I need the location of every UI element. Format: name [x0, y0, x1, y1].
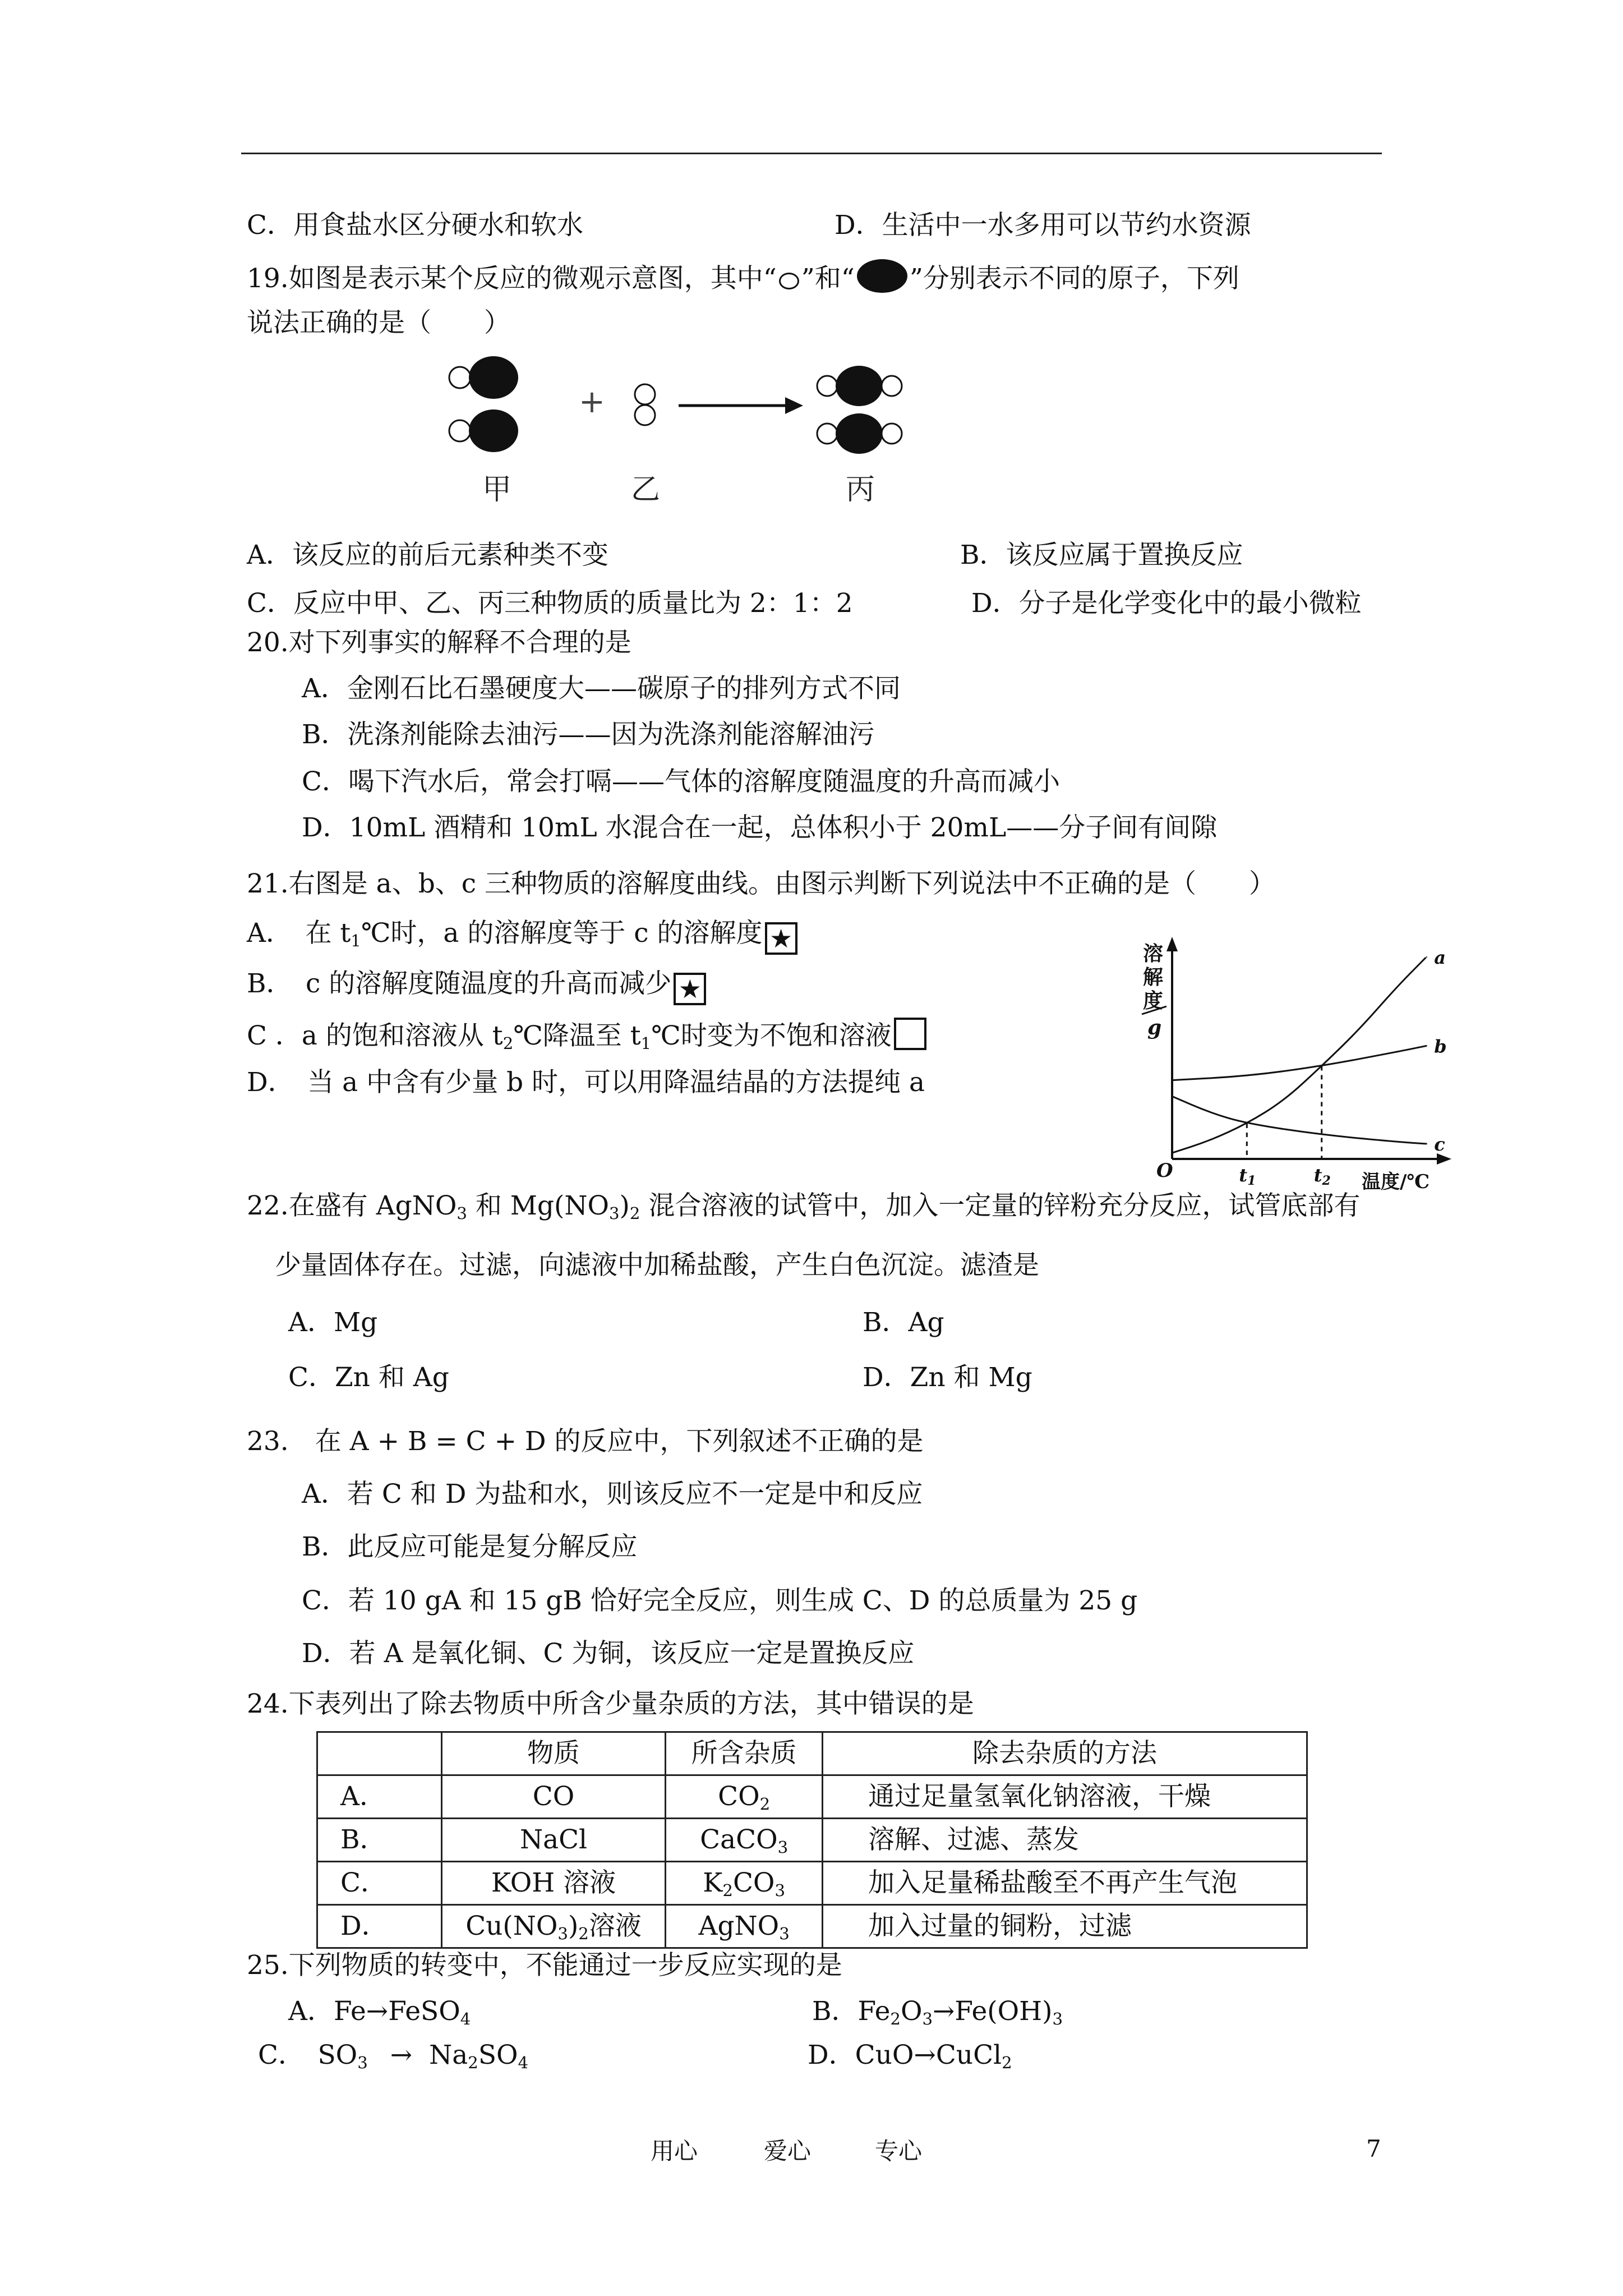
q25-option-d: D．CuO→CuCl$_2$: [808, 2040, 1012, 2073]
answer-box-b: ★: [674, 973, 706, 1005]
q25-option-c: C． $SO_3 \to Na_2SO_4$: [258, 2040, 529, 2073]
series-label-a: a: [1434, 947, 1446, 968]
white-atom-icon: [779, 273, 799, 289]
impurity-cell: AgNO$_3$: [666, 1905, 823, 1948]
q22-stem-line2: 少量固体存在。过滤，向滤液中加稀盐酸，产生白色沉淀。滤渣是: [275, 1250, 1039, 1281]
q23-option-d: D．若 A 是氧化铜、C 为铜，该反应一定是置换反应: [302, 1638, 915, 1669]
row-label: D．: [317, 1905, 442, 1948]
table-header-row: [317, 1732, 1307, 1775]
molecule-jia-1: [449, 356, 518, 399]
method-cell: 溶解、过滤、蒸发: [823, 1819, 1307, 1862]
molecule-jia-2: [449, 409, 518, 452]
q19-option-c: C．反应中甲、乙、丙三种物质的质量比为 2：1：2: [247, 588, 853, 619]
table-header-cell: 除去杂质的方法: [823, 1732, 1307, 1775]
label-jia: 甲: [482, 473, 512, 507]
series-line-c: [1172, 1096, 1426, 1144]
q21-option-d: D． 当 a 中含有少量 b 时，可以用降温结晶的方法提纯 a: [247, 1067, 925, 1098]
q21-option-a: A． 在 $t_1℃$时，a 的溶解度等于 c 的溶解度 ★: [247, 918, 797, 955]
tick-label-t2: t2: [1313, 1165, 1331, 1188]
q20-option-d: D．10mL 酒精和 10mL 水混合在一起，总体积小于 20mL——分子间有间隙: [302, 812, 1218, 843]
q18-option-c: C．用食盐水区分硬水和软水: [247, 210, 583, 241]
ylabel-char-1: 溶: [1143, 942, 1164, 965]
q21-option-b: B． c 的溶解度随温度的升高而减少 ★: [247, 968, 706, 1005]
series-label-b: b: [1434, 1036, 1447, 1057]
q24-stem: 24.下表列出了除去物质中所含少量杂质的方法，其中错误的是: [247, 1688, 974, 1719]
page-number: 7: [1366, 2135, 1381, 2162]
table-row: [317, 1775, 1307, 1819]
series-label-c: c: [1434, 1134, 1445, 1155]
q22-option-b: B．Ag: [863, 1307, 944, 1338]
series-line-a: [1172, 957, 1426, 1153]
q25-option-b: B．$Fe_2O_3\to Fe(OH)_3$: [812, 1996, 1063, 2029]
impurity-cell: CaCO$_3$: [666, 1819, 823, 1862]
q22-option-a: A．Mg: [288, 1307, 378, 1338]
y-axis-arrow: [1166, 937, 1178, 951]
q20-option-b: B．洗涤剂能除去油污——因为洗涤剂能溶解油污: [302, 719, 875, 750]
q23-option-a: A．若 C 和 D 为盐和水，则该反应不一定是中和反应: [302, 1479, 923, 1510]
plus-sign: +: [579, 384, 605, 420]
impurity-table: [316, 1731, 1308, 1949]
origin-label: O: [1156, 1159, 1173, 1182]
ylabel-char-2: 解: [1143, 965, 1164, 989]
q21-option-c: C ．a 的饱和溶液从 $t_2℃$降温至 $t_1℃$时变为不饱和溶液: [247, 1018, 926, 1052]
y-axis-label: [1142, 942, 1166, 1039]
series-line-b: [1172, 1046, 1426, 1080]
row-label: A．: [317, 1775, 442, 1819]
q21-stem: 21.右图是 a、b、c 三种物质的溶解度曲线。由图示判断下列说法中不正确的是（ ）: [247, 868, 1276, 899]
label-yi: 乙: [631, 473, 661, 507]
table-header-cell: [317, 1732, 442, 1775]
row-label: B．: [317, 1819, 442, 1862]
table-header-cell: 所含杂质: [666, 1732, 823, 1775]
table-row: [317, 1905, 1307, 1948]
substance-cell: CO: [441, 1775, 666, 1819]
x-axis-label: 温度/℃: [1362, 1171, 1430, 1193]
substance-cell: NaCl: [441, 1819, 666, 1862]
q23-option-b: B．此反应可能是复分解反应: [302, 1531, 638, 1562]
q25-option-a: A．Fe→FeSO$_4$: [288, 1996, 471, 2029]
q23-stem: 23. 在 A + B = C + D 的反应中，下列叙述不正确的是: [247, 1426, 924, 1457]
q19-option-a: A．该反应的前后元素种类不变: [247, 540, 608, 570]
molecule-yi: [635, 384, 655, 425]
solubility-chart: [1127, 935, 1458, 1209]
black-atom-icon: [857, 259, 907, 293]
q22-option-c: C．Zn 和 Ag: [288, 1362, 449, 1393]
impurity-cell: $CO_2$: [666, 1775, 823, 1819]
method-cell: 通过足量氢氧化钠溶液，干燥: [823, 1775, 1307, 1819]
impurity-cell: $K_2CO_3$: [666, 1862, 823, 1905]
table-header-cell: 物质: [441, 1732, 666, 1775]
tick-label-t1: t1: [1239, 1165, 1256, 1188]
q20-stem: 20.对下列事实的解释不合理的是: [247, 627, 631, 658]
arrow-icon: →: [366, 1996, 389, 2027]
q22-option-d: D．Zn 和 Mg: [863, 1362, 1032, 1393]
q19-stem: 19.如图是表示某个反应的微观示意图，其中“ ”和“ ”分别表示不同的原子，下列: [247, 259, 1239, 295]
molecule-bing-1: [817, 366, 902, 406]
table-row: [317, 1862, 1307, 1905]
reaction-arrow: [679, 397, 803, 414]
arrow-icon: →: [390, 2040, 413, 2070]
q20-option-c: C．喝下汽水后，常会打嗝——气体的溶解度随温度的升高而减小: [302, 766, 1060, 797]
reaction-diagram: [437, 348, 942, 516]
arrow-icon: →: [914, 2040, 936, 2070]
molecule-bing-2: [817, 413, 902, 454]
ylabel-unit: g: [1147, 1016, 1162, 1039]
label-bing: 丙: [846, 473, 875, 507]
table-row: [317, 1819, 1307, 1862]
substance-cell: $Cu(NO_3)_2$溶液: [441, 1905, 666, 1948]
row-label: C．: [317, 1862, 442, 1905]
q20-option-a: A．金刚石比石墨硬度大——碳原子的排列方式不同: [302, 673, 901, 704]
method-cell: 加入足量稀盐酸至不再产生气泡: [823, 1862, 1307, 1905]
series-layer: [1172, 947, 1447, 1155]
q19-option-d: D．分子是化学变化中的最小微粒: [971, 588, 1362, 619]
substance-cell: KOH 溶液: [441, 1862, 666, 1905]
q23-option-c: C．若 10 gA 和 15 gB 恰好完全反应，则生成 C、D 的总质量为 25 g: [302, 1585, 1138, 1616]
chart-axes: [1166, 937, 1451, 1165]
q19-stem-line2: 说法正确的是（ ）: [247, 307, 510, 338]
q22-stem: 22.在盛有 AgNO$_3$ 和 $Mg(NO_3)_2$ 混合溶液的试管中，加入一定量的锌粉充分反应，试管底部有: [247, 1190, 1361, 1223]
arrow-icon: →: [933, 1996, 955, 2027]
q25-stem: 25.下列物质的转变中，不能通过一步反应实现的是: [247, 1950, 842, 1981]
header-rule: [241, 153, 1382, 154]
footer-motto-1: 用心: [651, 2137, 698, 2165]
footer-motto-2: 爱心: [764, 2137, 811, 2165]
ylabel-char-3: 度: [1143, 989, 1164, 1013]
footer-motto-3: 专心: [875, 2137, 923, 2165]
x-axis-arrow: [1437, 1153, 1451, 1165]
answer-box-c: [894, 1018, 926, 1050]
method-cell: 加入过量的铜粉，过滤: [823, 1905, 1307, 1948]
tick-layer: [1239, 1066, 1330, 1188]
answer-box-a: ★: [765, 922, 797, 955]
q18-option-d: D．生活中一水多用可以节约水资源: [834, 210, 1251, 241]
q19-option-b: B．该反应属于置换反应: [960, 540, 1243, 570]
